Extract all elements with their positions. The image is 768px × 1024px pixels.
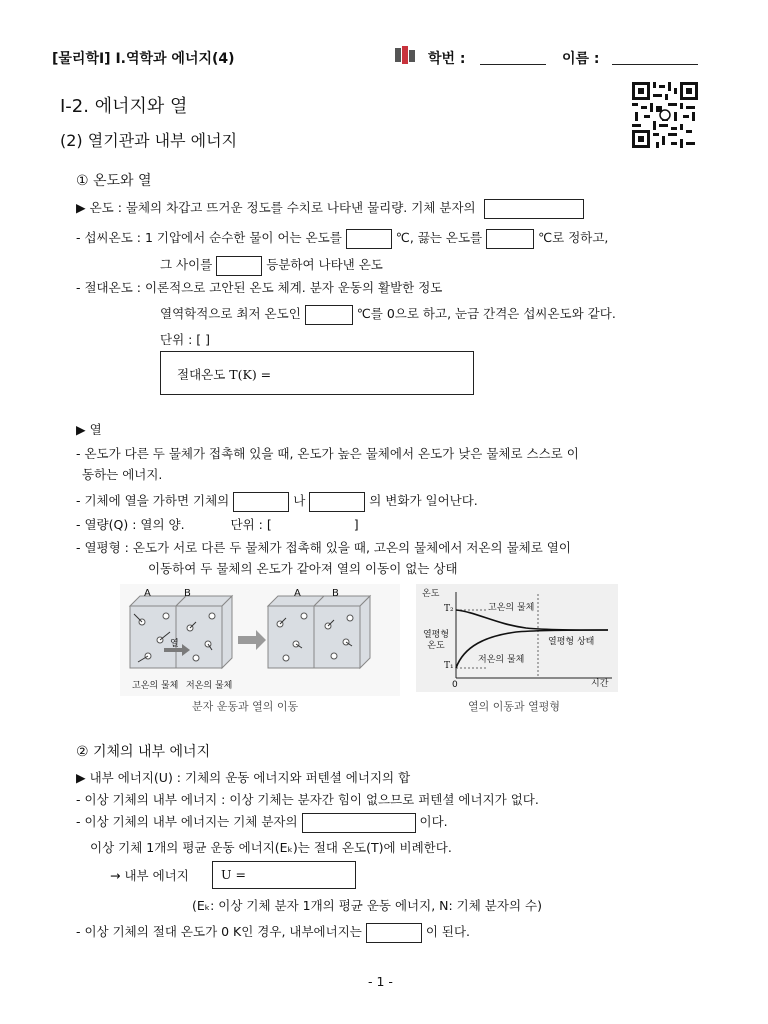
heat-quantity-line: - 열량(Q) : 열의 양. 단위 : [ ] <box>76 517 359 532</box>
t1-label: T₁ <box>444 661 454 671</box>
internal-energy-formula-box[interactable] <box>212 861 356 889</box>
formula-box[interactable] <box>160 351 474 395</box>
heat-flow-label: 열 <box>170 639 179 649</box>
ideal-gas-line-1: - 이상 기체의 내부 에너지 : 이상 기체는 분자간 힘이 없으므로 퍼텐셜 에너지가 없다. <box>76 792 539 807</box>
chapter-title: Ⅰ-2. 에너지와 열 <box>60 96 188 117</box>
x-axis-label: 시간 <box>591 679 609 689</box>
answer-blank[interactable] <box>302 813 416 833</box>
abs-temp-formula: 절대온도 T(K) = <box>177 367 272 382</box>
name-field[interactable] <box>612 50 698 65</box>
label-b: B <box>184 588 191 599</box>
heat-def-2: 동하는 에너지. <box>82 467 163 482</box>
molecule-figure <box>120 584 400 696</box>
subsection-title: (2) 열기관과 내부 에너지 <box>60 131 238 150</box>
label-a: A <box>144 588 151 599</box>
absolute-temp-line: - 절대온도 : 이론적으로 고안된 온도 체계. 분자 운동의 활발한 정도 <box>76 280 443 295</box>
equilibrium-graph <box>416 584 618 692</box>
y-axis-label: 온도 <box>422 589 440 599</box>
internal-energy-formula: U = <box>221 867 246 882</box>
course-title: [물리학Ⅰ] Ⅰ.역학과 에너지(4) <box>52 51 235 67</box>
answer-blank[interactable] <box>486 229 534 249</box>
answer-blank[interactable] <box>484 199 584 219</box>
origin-label: 0 <box>452 680 458 690</box>
zero-kelvin-line: - 이상 기체의 절대 온도가 0 K인 경우, 내부에너지는 이 된다. <box>76 922 470 943</box>
celsius-line-2: 그 사이를 등분하여 나타낸 온도 <box>160 255 383 276</box>
celsius-line: - 섭씨온도 : 1 기압에서 순수한 물이 어는 온도를 ℃, 끓는 온도를 ℃로 정하고, <box>76 228 608 249</box>
name-label: 이름 : <box>562 51 600 67</box>
heat-heading: ▶ 열 <box>76 422 102 437</box>
eq-state-label: 열평형 상태 <box>548 637 595 647</box>
heat-def-1: - 온도가 다른 두 물체가 접촉해 있을 때, 온도가 높은 물체에서 온도가 낮은 물체로 스스로 이 <box>76 446 579 461</box>
ideal-gas-line-2: - 이상 기체의 내부 에너지는 기체 분자의 이다. <box>76 812 448 833</box>
absolute-temp-line-2: 열역학적으로 최저 온도인 ℃를 0으로 하고, 눈금 간격은 섭씨온도와 같다. <box>160 304 616 325</box>
student-id-field[interactable] <box>480 50 546 65</box>
answer-blank[interactable] <box>216 256 262 276</box>
student-id-label: 학번 : <box>428 51 466 67</box>
hot-object-label: 고온의 물체 <box>132 681 179 691</box>
internal-energy-heading: ② 기체의 내부 에너지 <box>76 744 211 760</box>
heat-change-line: - 기체에 열을 가하면 기체의 나 의 변화가 일어난다. <box>76 491 478 512</box>
answer-blank[interactable] <box>346 229 392 249</box>
equilibrium-line-2: 이동하여 두 물체의 온도가 같아져 열의 이동이 없는 상태 <box>148 561 458 576</box>
absolute-temp-unit: 단위 : [ ] <box>160 332 211 347</box>
formula-note: (Eₖ: 이상 기체 분자 1개의 평균 운동 에너지, N: 기체 분자의 수) <box>192 898 542 913</box>
equilibrium-graph-caption: 열의 이동과 열평형 <box>468 700 561 713</box>
hot-curve-label: 고온의 물체 <box>488 603 535 613</box>
cold-curve-label: 저온의 물체 <box>478 655 525 665</box>
answer-blank[interactable] <box>233 492 289 512</box>
temp-definition-line: ▶ 온도 : 물체의 차갑고 뜨거운 정도를 수치로 나타낸 물리량. 기체 분자의 <box>76 198 584 219</box>
equilibrium-line-1: - 열평형 : 온도가 서로 다른 두 물체가 접촉해 있을 때, 고온의 물체에서 저온의 물체로 열이 <box>76 540 571 555</box>
label-a-2: A <box>294 588 301 599</box>
qr-code-icon <box>632 82 698 151</box>
cold-object-label: 저온의 물체 <box>186 681 233 691</box>
avg-energy-line: 이상 기체 1개의 평균 운동 에너지(Eₖ)는 절대 온도(T)에 비례한다. <box>90 840 452 855</box>
answer-blank[interactable] <box>305 305 353 325</box>
page-number: - 1 - <box>368 974 393 989</box>
internal-energy-arrow-label: → 내부 에너지 <box>110 868 189 883</box>
t2-label: T₂ <box>444 604 454 614</box>
logo-icon <box>395 46 419 67</box>
answer-blank[interactable] <box>309 492 365 512</box>
label-b-2: B <box>332 588 339 599</box>
eq-temp-label: 열평형 온도 <box>422 630 450 651</box>
answer-blank[interactable] <box>366 923 422 943</box>
molecule-figure-caption: 분자 운동과 열의 이동 <box>192 700 299 713</box>
internal-energy-def: ▶ 내부 에너지(U) : 기체의 운동 에너지와 퍼텐셜 에너지의 합 <box>76 770 411 785</box>
temp-heading: ① 온도와 열 <box>76 173 152 189</box>
